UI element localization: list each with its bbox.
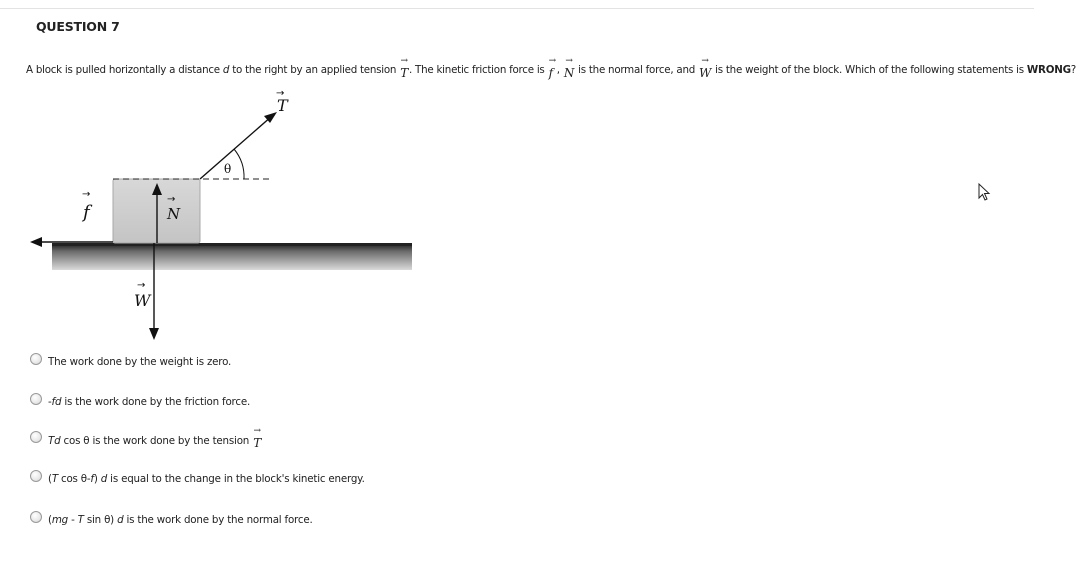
option-text: -	[48, 396, 52, 408]
answer-option-4[interactable]	[30, 470, 365, 488]
option-text: cos θ-	[57, 473, 91, 485]
force-diagram	[0, 80, 440, 345]
question-text-part: ?	[1070, 64, 1076, 76]
normal-label: N	[167, 205, 181, 223]
option-text: -	[68, 514, 78, 526]
vector-letter: T	[253, 436, 262, 450]
option-label	[48, 396, 250, 408]
question-text-part: A block is pulled horizontally a distance	[26, 64, 223, 76]
answer-option-5[interactable]	[30, 511, 313, 529]
vector-arrow: →	[253, 426, 261, 436]
radio-button[interactable]	[30, 431, 42, 443]
option-label	[48, 426, 262, 450]
answer-option-1[interactable]	[30, 353, 231, 371]
option-text: cos θ is the work done by the tension	[60, 435, 253, 447]
question-text-part: is the weight of the block. Which of the following statements is	[712, 64, 1027, 76]
top-divider	[0, 8, 1034, 9]
question-text-part: ,	[553, 64, 563, 76]
option-math: Td	[48, 435, 61, 447]
option-text: is the work done by the normal force.	[123, 514, 313, 526]
question-text	[26, 56, 1076, 80]
weight-arrowhead	[149, 328, 159, 340]
friction-arrowhead	[30, 237, 42, 247]
ground-top-line	[52, 243, 412, 246]
option-text: The work done by the weight is zero.	[48, 356, 232, 368]
weight-vector-symbol	[699, 56, 712, 80]
option-text: )	[93, 473, 101, 485]
weight-label-arrow: →	[137, 280, 146, 291]
option-math: T	[51, 473, 58, 485]
vector-arrow: →	[565, 56, 573, 66]
answer-option-3[interactable]	[30, 426, 262, 450]
friction-label-arrow: →	[82, 189, 91, 200]
tension-arrow	[200, 116, 272, 179]
option-text: (	[48, 473, 52, 485]
friction-label: f	[83, 202, 90, 223]
tension-label-arrow: →	[276, 88, 285, 99]
option-label	[48, 473, 365, 485]
weight-label: W	[134, 291, 151, 310]
radio-button[interactable]	[30, 393, 42, 405]
friction-vector-symbol	[548, 56, 556, 80]
theta-label: θ	[224, 162, 232, 176]
vector-arrow: →	[701, 56, 709, 66]
radio-button[interactable]	[30, 511, 42, 523]
option-text: sin θ)	[83, 514, 118, 526]
question-text-part: to the right by an applied tension	[229, 64, 400, 76]
question-text-part: . The kinetic friction force is	[409, 64, 548, 76]
mouse-cursor-icon	[978, 183, 992, 203]
option-text: is equal to the change in the block's kinetic energy.	[107, 473, 365, 485]
option-math: f	[90, 473, 94, 485]
tension-vector-symbol	[400, 56, 408, 80]
radio-button[interactable]	[30, 353, 42, 365]
vector-letter: W	[699, 66, 712, 80]
option-text: is the work done by the friction force.	[61, 396, 251, 408]
option-math: d	[100, 473, 108, 485]
vector-letter: f	[548, 66, 553, 80]
normal-label-arrow: →	[167, 194, 176, 205]
option-math: fd	[51, 396, 62, 408]
radio-button[interactable]	[30, 470, 42, 482]
option-math: mg	[51, 514, 68, 526]
vector-letter: N	[563, 66, 575, 80]
normal-vector-symbol	[563, 56, 575, 80]
option-label	[48, 356, 231, 368]
option-label	[48, 514, 313, 526]
option-math: d	[117, 514, 124, 526]
tension-vector-symbol	[253, 426, 262, 450]
question-title: QUESTION 7	[36, 19, 120, 34]
ground-surface	[52, 245, 412, 270]
vector-arrow: →	[400, 56, 408, 66]
question-emphasis: WRONG	[1026, 64, 1071, 76]
tension-label: T	[277, 96, 288, 115]
question-text-part: is the normal force, and	[575, 64, 699, 76]
answer-option-2[interactable]	[30, 393, 250, 411]
option-text: (	[48, 514, 52, 526]
vector-arrow: →	[548, 56, 556, 66]
option-math: T	[77, 514, 84, 526]
vector-letter: T	[400, 66, 408, 80]
theta-arc	[234, 149, 244, 179]
distance-symbol: d	[222, 64, 230, 76]
